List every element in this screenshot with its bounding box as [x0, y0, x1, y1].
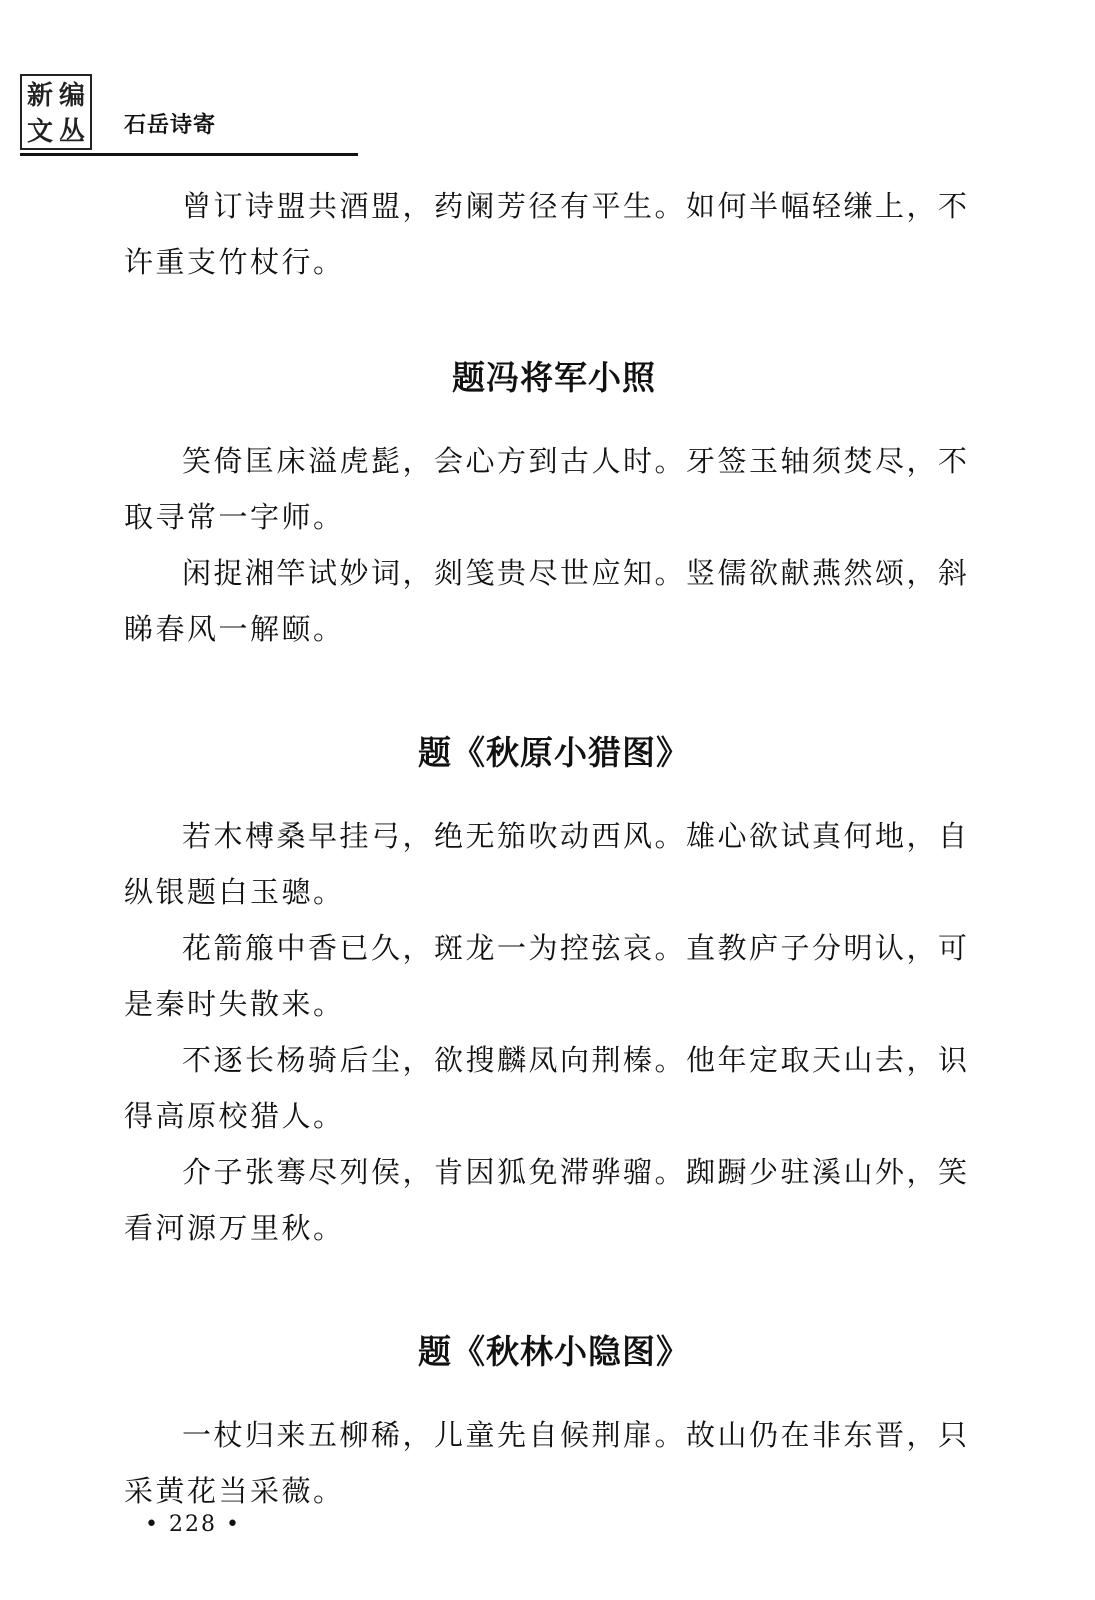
- header-rule: [20, 153, 358, 156]
- seal-char: 文: [26, 117, 53, 147]
- poem-paragraph: 闲捉湘竿试妙词，剡笺贵尽世应知。竖儒欲献燕然颂，斜睇春风一解颐。: [124, 556, 970, 646]
- poem-paragraph: 不逐长杨骑后尘，欲搜麟凤向荆榛。他年定取天山去，识得高原校猎人。: [124, 1043, 970, 1133]
- poem-title: 题《秋原小猎图》: [418, 733, 690, 772]
- poem-title: 题冯将军小照: [452, 358, 656, 397]
- page-number: • 228 •: [145, 1512, 241, 1537]
- poem-title: 题《秋林小隐图》: [418, 1332, 690, 1371]
- seal-char: 编: [58, 81, 85, 111]
- seal-logo: [20, 74, 92, 150]
- poem-paragraph: 一杖归来五柳稀，儿童先自候荆扉。故山仍在非东晋，只采黄花当采薇。: [124, 1418, 970, 1508]
- poem-paragraph: 花箭箙中香已久，斑龙一为控弦哀。直教庐子分明认，可是秦时失散来。: [124, 931, 970, 1021]
- poem-paragraph: 若木榑桑早挂弓，绝无笳吹动西风。雄心欲试真何地，自纵银题白玉骢。: [124, 819, 970, 909]
- poem-paragraph: 笑倚匡床溢虎髭，会心方到古人时。牙签玉轴须焚尽，不取寻常一字师。: [124, 444, 970, 534]
- poem-paragraph: 曾订诗盟共酒盟，药阑芳径有平生。如何半幅轻缣上，不许重支竹杖行。: [124, 189, 970, 279]
- seal-char: 丛: [58, 117, 85, 147]
- running-title: 石岳诗寄: [124, 113, 217, 138]
- poem-paragraph: 介子张骞尽列侯，肯因狐免滞骅骝。踟蹰少驻溪山外，笑看河源万里秋。: [124, 1155, 970, 1245]
- page-body: [124, 178, 984, 1519]
- seal-char: 新: [26, 81, 53, 111]
